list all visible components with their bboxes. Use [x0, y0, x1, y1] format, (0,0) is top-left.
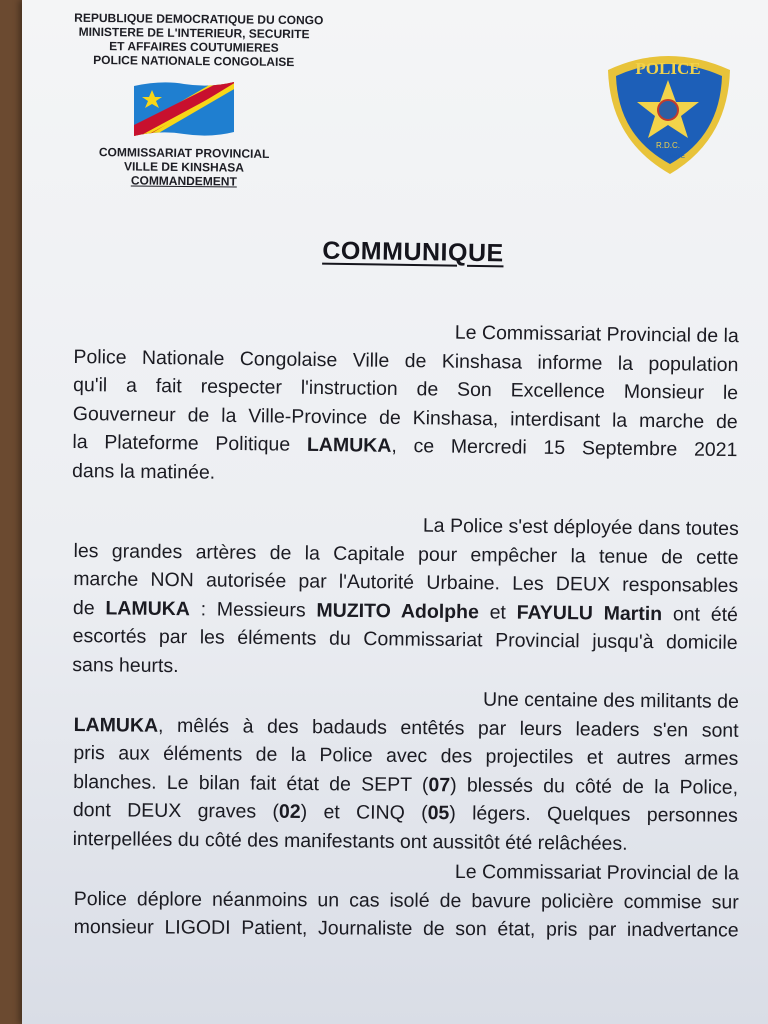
text-line: Police déplore néanmoins un cas isolé de bavure policière commise sur — [73, 887, 739, 913]
text-line: dont DEUX graves (02) et CINQ (05) légers. Quelques personnes — [72, 798, 738, 827]
paragraph-4 — [74, 856, 739, 945]
text-line: Gouverneur de la Ville-Province de Kinshasa, interdisant la marche de — [72, 402, 738, 433]
header-line: COMMANDEMENT — [130, 173, 237, 189]
text-line: dans la matinée. — [71, 459, 216, 484]
header-line: VILLE DE KINSHASA — [123, 159, 245, 175]
header-line: MINISTERE DE L'INTERIEUR, SECURITE — [78, 24, 310, 42]
commissariat-header — [84, 145, 284, 189]
text-line: la Plateforme Politique LAMUKA, ce Mercredi 15 Septembre 2021 — [72, 430, 738, 462]
text-line: monsieur LIGODI Patient, Journaliste de son état, pris par inadvertance — [73, 915, 739, 942]
header-line: ET AFFAIRES COUTUMIERES — [109, 39, 279, 55]
header-line: COMMISSARIAT PROVINCIAL — [98, 145, 270, 161]
text-line: qu'il a fait respecter l'instruction de Son Excellence Monsieur le — [72, 373, 739, 405]
text-line: Police Nationale Congolaise Ville de Kinshasa informe la population — [73, 345, 739, 376]
document-page — [22, 0, 768, 1024]
header-line: POLICE NATIONALE CONGOLAISE — [93, 52, 295, 70]
police-badge-icon — [598, 48, 738, 176]
text-line: Le Commissariat Provincial de la — [454, 860, 739, 885]
text-line: les grandes artères de la Capitale pour empêcher la tenue de cette — [73, 539, 739, 569]
badge-center-text: R.D.C. — [656, 141, 680, 150]
text-line: Une centaine des militants de — [482, 688, 739, 713]
text-line: La Police s'est déployée dans toutes — [422, 514, 739, 540]
paragraph-1 — [72, 314, 739, 493]
header-line: REPUBLIQUE DEMOCRATIQUE DU CONGO — [74, 10, 324, 28]
badge-top-text: POLICE — [635, 59, 701, 78]
paragraph-3 — [73, 682, 739, 859]
text-line: Le Commissariat Provincial de la — [454, 321, 739, 348]
drc-flag-icon — [132, 80, 236, 138]
text-line: LAMUKA, mêlés à des badauds entêtés par leurs leaders s'en sont — [73, 713, 739, 742]
ministry-header — [74, 10, 324, 70]
text-line: interpellées du côté des manifestants ont aussitôt été relâchées. — [72, 827, 628, 855]
text-line: blanches. Le bilan fait état de SEPT (07) blessés du côté de la Police, — [73, 770, 739, 799]
paragraph-2 — [72, 508, 739, 686]
text-line: de LAMUKA : Messieurs MUZITO Adolphe et FAYULU Martin ont été — [72, 596, 739, 626]
text-line: escortés par les éléments du Commissariat Provincial jusqu'à domicile — [72, 624, 738, 654]
page-title: COMMUNIQUE — [322, 236, 504, 268]
text-line: marche NON autorisée par l'Autorité Urbaine. Les DEUX responsables — [73, 567, 739, 597]
text-line: pris aux éléments de la Police avec des projectiles et autres armes — [73, 741, 739, 770]
badge-bottom-text: UNITE — [667, 154, 685, 160]
text-line: sans heurts. — [72, 653, 179, 677]
